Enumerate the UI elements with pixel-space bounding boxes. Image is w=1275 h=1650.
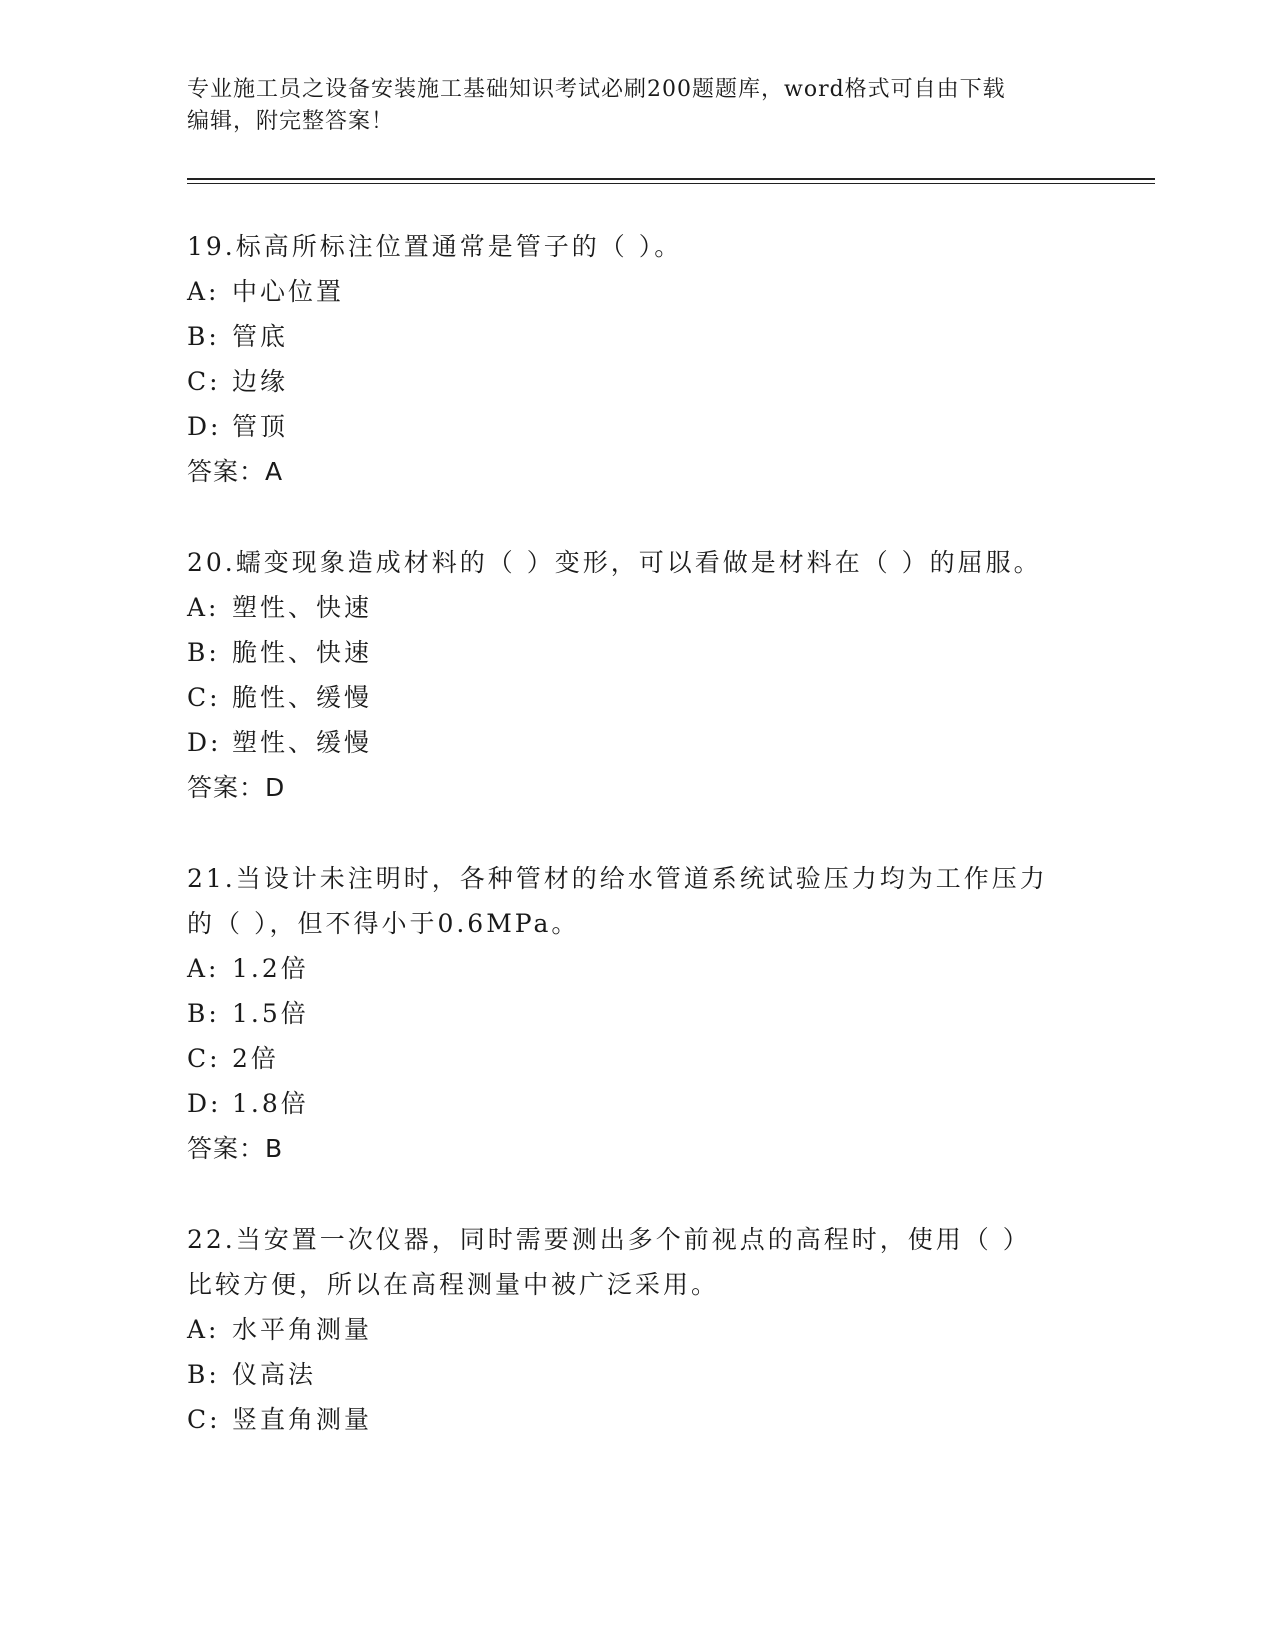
option-text: 水平角测量 (232, 1315, 373, 1344)
option-a (187, 946, 1087, 991)
option-text: 1.5倍 (232, 999, 309, 1028)
header-divider (187, 178, 1155, 184)
option-letter: A: (187, 277, 220, 306)
question-21 (187, 856, 1087, 1171)
option-b (187, 630, 1087, 675)
page-header (187, 74, 1087, 138)
question-stem-line-2: 比较方便，所以在高程测量中被广泛采用。 (187, 1270, 720, 1299)
option-letter: B: (187, 999, 220, 1028)
option-text: 中心位置 (232, 277, 345, 306)
option-letter: D: (187, 412, 222, 441)
option-letter: B: (187, 1360, 220, 1389)
option-d (187, 1081, 1087, 1126)
option-letter: B: (187, 638, 220, 667)
option-c (187, 359, 1087, 404)
option-letter: C: (187, 1405, 221, 1434)
option-a (187, 585, 1087, 630)
option-c (187, 1397, 1087, 1442)
option-letter: A: (187, 1315, 220, 1344)
option-letter: D: (187, 1089, 222, 1118)
question-stem-line-2: 的（ ），但不得小于0.6MPa。 (187, 909, 580, 938)
option-text: 1.2倍 (232, 954, 309, 983)
option-text: 边缘 (232, 367, 289, 396)
option-a (187, 269, 1087, 314)
option-text: 管底 (232, 322, 289, 351)
option-b (187, 991, 1087, 1036)
question-22 (187, 1217, 1087, 1442)
option-c (187, 1036, 1087, 1081)
option-text: 脆性、快速 (232, 638, 373, 667)
option-letter: C: (187, 683, 221, 712)
question-stem: 20.蠕变现象造成材料的（ ）变形，可以看做是材料在（ ）的屈服。 (187, 548, 1042, 577)
option-c (187, 675, 1087, 720)
question-19 (187, 224, 1087, 494)
question-stem-line-1: 22.当安置一次仪器，同时需要测出多个前视点的高程时，使用（ ） (187, 1225, 1031, 1254)
option-text: 塑性、快速 (232, 593, 373, 622)
option-text: 2倍 (232, 1044, 279, 1073)
option-letter: A: (187, 593, 220, 622)
header-line-2: 编辑，附完整答案！ (187, 109, 395, 134)
question-stem: 19.标高所标注位置通常是管子的（ ）。 (187, 232, 683, 261)
option-text: 竖直角测量 (232, 1405, 373, 1434)
option-b (187, 1352, 1087, 1397)
option-text: 1.8倍 (232, 1089, 309, 1118)
answer-line: 答案：D (187, 773, 286, 802)
option-letter: D: (187, 728, 222, 757)
option-text: 塑性、缓慢 (232, 728, 373, 757)
option-d (187, 720, 1087, 765)
option-text: 管顶 (232, 412, 289, 441)
question-20 (187, 540, 1087, 810)
option-text: 仪高法 (232, 1360, 317, 1389)
option-a (187, 1307, 1087, 1352)
question-stem-line-1: 21.当设计未注明时，各种管材的给水管道系统试验压力均为工作压力 (187, 864, 1048, 893)
option-letter: B: (187, 322, 220, 351)
header-line-1: 专业施工员之设备安装施工基础知识考试必刷200题题库，word格式可自由下载 (187, 77, 1006, 102)
option-text: 脆性、缓慢 (232, 683, 373, 712)
option-letter: C: (187, 367, 221, 396)
option-d (187, 404, 1087, 449)
option-letter: C: (187, 1044, 221, 1073)
option-b (187, 314, 1087, 359)
answer-line: 答案：B (187, 1134, 284, 1163)
option-letter: A: (187, 954, 220, 983)
answer-line: 答案：A (187, 457, 284, 486)
